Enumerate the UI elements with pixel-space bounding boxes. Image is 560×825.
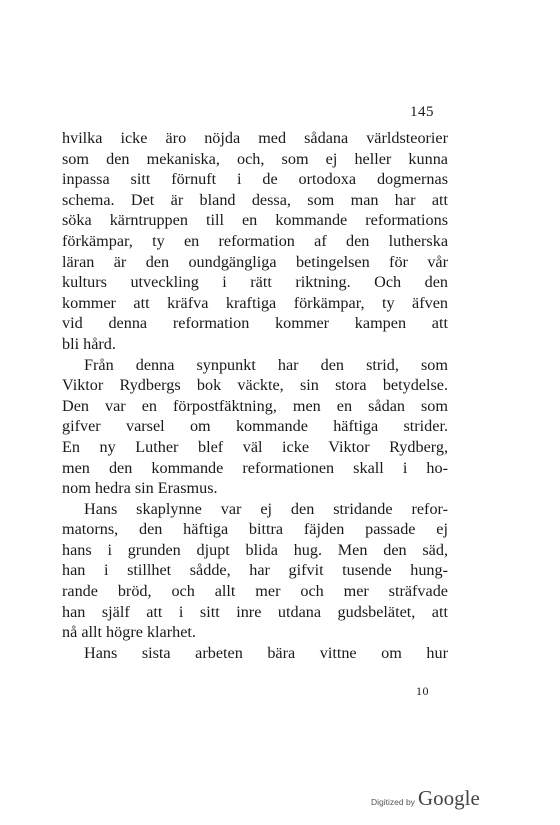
text-line: Viktor Rydbergs bok väckte, sin stora betydelse.: [62, 376, 448, 395]
text-line: nom hedra sin Erasmus.: [62, 479, 218, 498]
text-line: Den var en förpostfäktning, men en sådan som: [62, 396, 448, 415]
text-line: kulturs utveckling i rätt riktning. Och den: [62, 273, 448, 292]
text-line: som den mekaniska, och, som ej heller kunna: [62, 149, 448, 168]
text-line: schema. Det är bland dessa, som man har att: [62, 190, 448, 209]
page-number: 145: [410, 104, 434, 120]
text-line: inpassa sitt förnuft i de ortodoxa dogmernas: [62, 170, 448, 189]
text-line: men den kommande reformationen skall i ho-: [62, 458, 448, 477]
text-line: han själf att i sitt inre utdana gudsbelätet, att: [62, 602, 448, 621]
text-line: förkämpar, ty en reformation af den lutherska: [62, 231, 448, 250]
text-line: gifver varsel om kommande häftiga strider.: [62, 417, 448, 436]
text-line: rande bröd, och allt mer och mer sträfvade: [62, 582, 448, 601]
google-logo: Google: [417, 786, 480, 810]
text-line: bli hård.: [62, 334, 116, 353]
text-line: matorns, den häftiga bittra fäjden passade ej: [62, 520, 448, 539]
text-line: kommer att kräfva kraftiga förkämpar, ty äfven: [62, 293, 448, 312]
text-line: söka kärntruppen till en kommande reformations: [62, 211, 448, 230]
text-line: Hans skaplynne var ej den stridande refor-: [84, 499, 448, 518]
text-line: han i stillhet sådde, har gifvit tusende hung-: [62, 561, 448, 580]
signature-mark: 10: [416, 684, 429, 698]
text-line: läran är den oundgängliga betingelsen för vår: [62, 252, 448, 271]
text-line: hvilka icke äro nöjda med sådana världsteorier: [62, 129, 448, 147]
text-line: hans i grunden djupt blida hug. Men den säd,: [62, 540, 448, 559]
watermark-prefix: Digitized by: [371, 797, 415, 807]
text-line: Från denna synpunkt har den strid, som: [84, 355, 448, 374]
body-text: [62, 128, 448, 663]
text-line: En ny Luther blef väl icke Viktor Rydberg,: [62, 437, 448, 456]
text-line: Hans sista arbeten bära vittne om hur: [84, 643, 448, 662]
text-line: vid denna reformation kommer kampen att: [62, 314, 448, 333]
text-line: nå allt högre klarhet.: [62, 623, 196, 642]
digitized-watermark: [371, 786, 480, 811]
